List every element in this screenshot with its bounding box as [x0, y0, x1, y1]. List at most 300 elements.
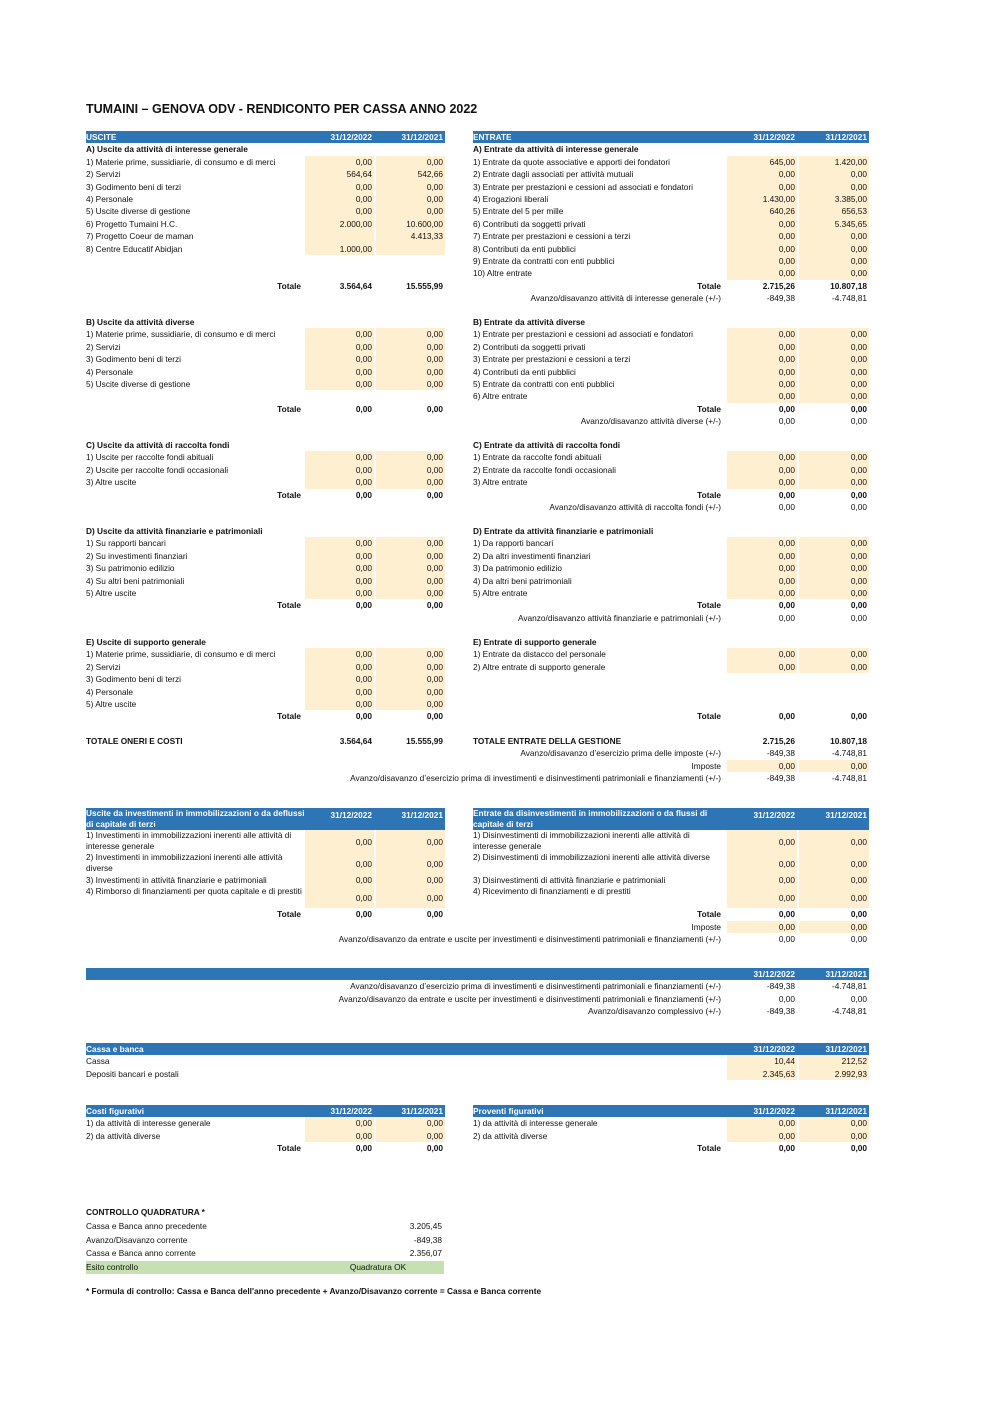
value-2021: 0,00	[799, 562, 869, 574]
total-row: Totale 0,00 0,00	[697, 600, 867, 611]
value-2022: 10,44	[727, 1055, 797, 1067]
value-2022: 0,00	[305, 205, 374, 217]
cassa-header: Cassa e banca	[86, 1044, 144, 1054]
value-2021: 0,00	[799, 575, 869, 587]
value-2022: 640,26	[727, 205, 797, 217]
entrate-list	[473, 156, 869, 280]
table-row	[86, 874, 445, 886]
row-label: 1) Entrate per prestazioni e cessioni ad associati e fondatori	[473, 329, 693, 340]
value-2022: 0,00	[727, 267, 797, 279]
value-2021: 0,00	[799, 230, 869, 242]
value-2021: 5.345,65	[799, 218, 869, 230]
row-label: 3) Investimenti in attività finanziarie e patrimoniali	[86, 875, 267, 885]
table-row	[86, 156, 445, 168]
entrate-header: ENTRATE	[473, 132, 512, 142]
section-e	[86, 636, 869, 723]
table-row	[473, 353, 869, 365]
value-2021: 0,00	[376, 562, 445, 574]
row-label: 3) Entrate per prestazioni e cessioni ad associati e fondatori	[473, 181, 693, 192]
table-row	[473, 648, 869, 660]
value-2021: 0,00	[799, 537, 869, 549]
proventi-figurativi-header: Proventi figurativi	[473, 1106, 544, 1116]
value-2021: 0,00	[799, 587, 869, 599]
value-2021: 0,00	[376, 686, 445, 698]
total-row: Totale 0,00 0,00	[697, 909, 867, 920]
disinvestimenti-header: Entrate da disinvestimenti in immobilizzazioni o da flussi di capitale di terzi	[473, 808, 708, 829]
value-2021: 0,00	[376, 156, 445, 168]
table-row	[86, 1055, 869, 1067]
value-2022: 0,00	[727, 886, 797, 908]
table-row	[473, 205, 869, 217]
avanzo-investimenti-row: Avanzo/disavanzo da entrate e uscite per investimenti e disinvestimenti patrimoniali e finanziamenti (+/-) 0,00 0,00	[338, 934, 867, 945]
row-label: 3) Su patrimonio edilizio	[86, 563, 175, 574]
row-label: 2) Su investimenti finanziari	[86, 550, 188, 561]
entrate-list	[473, 537, 869, 599]
table-row	[86, 648, 445, 660]
row-label: Avanzo/disavanzo da entrate e uscite per investimenti e disinvestimenti patrimoniali e finanziamenti (+/-)	[338, 993, 721, 1004]
row-label: 1) Investimenti in immobilizzazioni inerenti alle attività di interesse generale	[86, 830, 292, 851]
entrate-list	[473, 648, 869, 673]
row-label: Depositi bancari e postali	[86, 1068, 179, 1079]
value-2022: 0,00	[305, 562, 374, 574]
value-2021: 0,00	[376, 193, 445, 205]
table-row	[473, 1130, 869, 1142]
value-2022: 2.000,00	[305, 218, 374, 230]
table-row	[86, 550, 445, 562]
row-label: 2) Entrate da raccolte fondi occasionali	[473, 464, 616, 475]
controllo-title: CONTROLLO QUADRATURA *	[86, 1207, 205, 1217]
value-2021: 0,00	[799, 390, 869, 402]
row-label: 5) Entrate da contratti con enti pubblici	[473, 378, 615, 389]
avanzo-row: Avanzo/disavanzo attività di interesse generale (+/-) -849,38 -4.748,81	[530, 293, 867, 304]
value-2022: 0,00	[727, 830, 797, 852]
table-row	[86, 205, 445, 217]
table-row	[86, 464, 445, 476]
table-row	[86, 886, 445, 908]
table-row	[473, 464, 869, 476]
row-label: 3) Altre entrate	[473, 477, 528, 488]
table-row	[86, 980, 869, 992]
value-2021: 0,00	[376, 464, 445, 476]
value-2021: 656,53	[799, 205, 869, 217]
value-2022: 0,00	[305, 698, 374, 710]
value-2021: 0,00	[376, 550, 445, 562]
table-row	[86, 328, 445, 340]
table-row	[473, 218, 869, 230]
row-label: 1) Materie prime, sussidiarie, di consumo e di merci	[86, 156, 276, 167]
value-2021: 0,00	[376, 1117, 445, 1129]
table-row	[473, 537, 869, 549]
table-row	[86, 1068, 869, 1080]
row-label: 10) Altre entrate	[473, 268, 533, 279]
value-2021: 0,00	[376, 698, 445, 710]
value-2021	[376, 243, 445, 255]
row-label: 2) Servizi	[86, 661, 121, 672]
value-2022: 0,00	[727, 464, 797, 476]
section-title: B) Uscite da attività diverse	[86, 317, 195, 327]
row-label: 6) Progetto Tumaini H.C.	[86, 218, 178, 229]
total-row: Totale 0,00 0,00	[277, 403, 443, 414]
value-2021: 0,00	[376, 886, 445, 908]
table-row	[473, 267, 869, 279]
investimenti-header: Uscite da investimenti in immobilizzazioni o da deflussi di capitale di terzi	[86, 808, 305, 829]
totals-block: TOTALE ONERI E COSTI 3.564,64 15.555,99 TOTALE ENTRATE DELLA GESTIONE 2.715,26 10.807,18 Avanzo/disavanzo d’esercizio prima delle imposte (+/-) -849,38 -4.748,81 Imposte 0,00 0,00 Avanzo/disavanzo d’esercizio prima di investimenti e disinvestimenti patrimoniali e finanziamenti (+/-) -849,38 -4.748,81	[86, 736, 867, 784]
row-label: 8) Centre Educatif Abidjan	[86, 243, 183, 254]
value-2021: -4.748,81	[831, 981, 867, 992]
value-2021: 0,00	[799, 328, 869, 340]
value-2021: 0,00	[376, 537, 445, 549]
value-2021: -4.748,81	[831, 1006, 867, 1017]
table-row	[473, 550, 869, 562]
row-label: 4) Personale	[86, 686, 134, 697]
value-2022: 0,00	[727, 181, 797, 193]
row-label: 1) Disinvestimenti di immobilizzazioni inerenti alle attività di interesse generale	[473, 830, 690, 851]
uscite-investimenti-list	[86, 830, 445, 908]
avanzo-row: Avanzo/disavanzo attività diverse (+/-) 0,00 0,00	[580, 416, 867, 427]
total-row: Totale 2.715,26 10.807,18	[697, 280, 867, 291]
row-label: 7) Entrate per prestazioni e cessioni a terzi	[473, 231, 631, 242]
value-2021: 0,00	[799, 852, 869, 874]
value-2021: 3.385,00	[799, 193, 869, 205]
value-2021: 0,00	[799, 255, 869, 267]
row-label: 9) Entrate da contratti con enti pubblici	[473, 255, 615, 266]
table-row	[86, 1117, 445, 1129]
row-label: 3) Entrate per prestazioni e cessioni a terzi	[473, 354, 631, 365]
row-label: 1) Uscite per raccolte fondi abituali	[86, 452, 214, 463]
table-row	[473, 328, 869, 340]
table-row	[86, 341, 445, 353]
row-label: 4) Personale	[86, 366, 134, 377]
value-2022: 0,00	[305, 587, 374, 599]
totale-entrate-row: TOTALE ENTRATE DELLA GESTIONE 2.715,26 10.807,18	[473, 736, 867, 746]
table-row	[86, 575, 445, 587]
value-2022: 0,00	[305, 1130, 374, 1142]
row-label: 1) Entrate da quote associative e apporti dei fondatori	[473, 156, 670, 167]
row-label: 2) Investimenti in immobilizzazioni inerenti alle attività diverse	[86, 852, 283, 873]
value-2021: 0,00	[799, 451, 869, 463]
row-label: 6) Altre entrate	[473, 391, 528, 402]
value-2021: 0,00	[376, 353, 445, 365]
table-row	[86, 537, 445, 549]
uscite-header-row	[86, 131, 445, 143]
value-2022: 0,00	[727, 243, 797, 255]
value-2022: 0,00	[727, 1117, 797, 1129]
value-2021: 0,00	[799, 476, 869, 488]
table-row	[473, 243, 869, 255]
value-2022: 0,00	[305, 537, 374, 549]
section-title: B) Entrate da attività diverse	[473, 317, 586, 327]
row-label: 6) Contributi da soggetti privati	[473, 218, 586, 229]
table-row	[473, 341, 869, 353]
entrate-disinvestimenti-list	[473, 830, 869, 908]
value-2022: 564,64	[305, 168, 374, 180]
row-label: 2) Altre entrate di supporto generale	[473, 661, 606, 672]
total-row: Totale 0,00 0,00	[697, 1143, 867, 1154]
value-2021: 212,52	[799, 1055, 869, 1067]
value-2021: 0,00	[376, 378, 445, 390]
value-2021: 0,00	[376, 181, 445, 193]
value-2022: 0,00	[305, 852, 374, 874]
table-row	[473, 378, 869, 390]
uscite-list	[86, 648, 445, 710]
row-label: 5) Uscite diverse di gestione	[86, 378, 191, 389]
table-row	[86, 181, 445, 193]
col-2022-header: 31/12/2022	[330, 132, 372, 142]
value-2021: 0,00	[799, 341, 869, 353]
row-label: 1) da attività di interesse generale	[86, 1118, 211, 1129]
value-2022: 0,00	[305, 673, 374, 685]
value-2022: 0,00	[727, 1130, 797, 1142]
value-2022: 0,00	[727, 390, 797, 402]
value-2022: 0,00	[305, 874, 374, 886]
table-row	[86, 686, 445, 698]
row-label: 1) Entrate da distacco del personale	[473, 649, 606, 660]
value-2021: 0,00	[376, 366, 445, 378]
value-2021: 2.992,93	[799, 1068, 869, 1080]
costi-figurativi-header: Costi figurativi	[86, 1106, 145, 1116]
value-2021: 0,00	[799, 648, 869, 660]
table-row	[86, 168, 445, 180]
value-2022: 0,00	[305, 648, 374, 660]
table-row	[86, 353, 445, 365]
value-2021: 0,00	[850, 993, 867, 1004]
table-row	[473, 830, 869, 852]
table-row	[86, 1005, 869, 1017]
total-row: Totale 0,00 0,00	[277, 489, 443, 500]
table-row	[86, 366, 445, 378]
value-2022: 0,00	[305, 886, 374, 908]
row-label: 2) Disinvestimenti di immobilizzazioni inerenti alle attività diverse	[473, 852, 711, 862]
value-2022: 0,00	[727, 230, 797, 242]
row-label: 2) Contributi da soggetti privati	[473, 341, 586, 352]
value-2022: 0,00	[727, 874, 797, 886]
row-label: 7) Progetto Coeur de maman	[86, 231, 194, 242]
table-row	[473, 852, 869, 874]
section-title: A) Uscite da attività di interesse generale	[86, 144, 248, 155]
section-a: USCITE 31/12/2022 31/12/2021 A) Uscite da attività di interesse generale 1) Materie prime, sussidiarie, di consumo e di merci 0,00 0,00 2) Servizi 564,64 542,66 3) Godimento beni di terzi 0,00 0,00 4) Personale 0,00 0,00 5) Uscite diverse di gestione 0,00 0,00 6) Progetto Tumaini H.C. 2.000,00 10.600,00 7) Progetto Coeur de maman 4.413,33 8) Centre Educatif Abidjan 1.000,00 Totale 3.564,64 15.555,99 ENTRATE 31/12/2022 31/12/2021 A) Entrate da attività di interesse generale 1) Entrate da quote associative e apporti dei fondatori 645,00 1.420,00 2) Entrate dagli associati per attività mutuali 0,00 0,00 3) Entrate per prestazioni e cessioni ad associati e fondatori 0,00 0,00 4) Erogazioni liberali 1.430,00 3.385,00 5) Entrate del 5 per mille 640,26 656,53 6) Contributi da soggetti privati 0,00 5.345,65 7) Entrate per prestazioni e cessioni a terzi 0,00 0,00 8) Contributi da enti pubblici 0,00 0,00 9) Entrate da contratti con enti pubblici 0,00 0,00 10) Altre entrate 0,00 0,00 Totale 2.715,26 10.807,18 Avanzo/disavanzo attività di interesse generale (+/-) -849,38 -4.748,81	[86, 132, 867, 304]
cassa-banca-block: Cassa e banca 31/12/2022 31/12/2021 Cassa 10,44 212,52 Depositi bancari e postali 2.345,63 2.992,93	[86, 1044, 867, 1079]
value-2022: 0,00	[305, 1117, 374, 1129]
value-2022: 0,00	[727, 341, 797, 353]
row-label: 3) Godimento beni di terzi	[86, 354, 182, 365]
row-label: Cassa	[86, 1056, 110, 1067]
value-2021: 0,00	[376, 575, 445, 587]
value-2022: 0,00	[305, 451, 374, 463]
controllo-quadratura: CONTROLLO QUADRATURA * Cassa e Banca anno precedente 3.205,45 Avanzo/Disavanzo corrente -849,38 Cassa e Banca anno corrente 2.356,07 Esito controllo Quadratura OK	[86, 1206, 444, 1274]
value-2022: 0,00	[727, 550, 797, 562]
row-label: Avanzo/disavanzo d’esercizio prima di investimenti e disinvestimenti patrimoniali e finanziamenti (+/-)	[350, 981, 721, 992]
value-2022: 0,00	[305, 341, 374, 353]
value-2022: 0,00	[727, 218, 797, 230]
table-row	[473, 562, 869, 574]
value-2022: 0,00	[305, 378, 374, 390]
value-2022: 0,00	[727, 852, 797, 874]
value-2022: 0,00	[305, 550, 374, 562]
value-2022: 0,00	[305, 661, 374, 673]
table-row	[473, 874, 869, 886]
value-2021: 0,00	[376, 341, 445, 353]
value-2022: 0,00	[727, 661, 797, 673]
value-2022: 0,00	[727, 562, 797, 574]
table-row	[86, 661, 445, 673]
col-2021-header: 31/12/2021	[401, 132, 443, 142]
row-label: 5) Altre uscite	[86, 587, 137, 598]
costi-figurativi-list	[86, 1117, 445, 1142]
value-2022: 0,00	[305, 830, 374, 852]
row-label: 2) da attività diverse	[473, 1130, 548, 1141]
row-label: 2) Uscite per raccolte fondi occasionali	[86, 464, 229, 475]
value-2021: 0,00	[799, 661, 869, 673]
value-2021: 0,00	[376, 451, 445, 463]
figurativi-block: Costi figurativi 31/12/2022 31/12/2021 1) da attività di interesse generale 0,00 0,00 2) da attività diverse 0,00 0,00 Totale 0,00 0,00 Proventi figurativi 31/12/2022 31/12/2021 1) da attività di interesse generale 0,00 0,00 2) da attività diverse 0,00 0,00 Totale 0,00 0,00	[86, 1106, 867, 1154]
value-2021: 0,00	[799, 830, 869, 852]
table-row	[86, 698, 445, 710]
table-row	[86, 476, 445, 488]
cassa-list	[86, 1055, 869, 1080]
row-label: 4) Su altri beni patrimoniali	[86, 575, 185, 586]
value-2022: 1.000,00	[305, 243, 374, 255]
table-row	[473, 193, 869, 205]
table-row	[473, 575, 869, 587]
value-2021: 0,00	[799, 181, 869, 193]
avanzo-row: Avanzo/disavanzo attività di raccolta fondi (+/-) 0,00 0,00	[549, 501, 867, 512]
row-label: 3) Godimento beni di terzi	[86, 674, 182, 685]
value-2022: 0,00	[305, 193, 374, 205]
table-row	[86, 673, 445, 685]
investments-block: Uscite da investimenti in immobilizzazioni o da deflussi di capitale di terzi 31/12/2022 31/12/2021 1) Investimenti in immobilizzazioni inerenti alle attività di interesse generale 0,00 0,00 2) Investimenti in immobilizzazioni inerenti alle attività diverse 0,00 0,00 3) Investimenti in attività finanziarie e patrimoniali 0,00 0,00 4) Rimborso di finanziamenti per quota capitale e di prestiti 0,00 0,00 Totale 0,00 0,00 Entrate da disinvestimenti in immobilizzazioni o da flussi di capitale di terzi 31/12/2022 31/12/2021 1) Disinvestimenti di immobilizzazioni inerenti alle attività di interesse generale 0,00 0,00 2) Disinvestimenti di immobilizzazioni inerenti alle attività diverse 0,00 0,00 3) Disinvestimenti di attività finanziarie e patrimoniali 0,00 0,00 4) Ricevimento di finanziamenti e di prestiti 0,00 0,00 Totale 0,00 0,00 Imposte 0,00 0,00 Avanzo/disavanzo da entrate e uscite per investimenti e disinvestimenti patrimoniali e finanziamenti (+/-) 0,00 0,00	[86, 808, 867, 945]
riepilogo-list	[86, 980, 869, 1017]
section-title: D) Uscite da attività finanziarie e patrimoniali	[86, 526, 263, 536]
total-row: Totale 0,00 0,00	[277, 711, 443, 722]
value-2022: 0,00	[727, 328, 797, 340]
row-label: 2) Servizi	[86, 169, 121, 180]
row-label: 1) Da rapporti bancari	[473, 538, 554, 549]
value-2022: 0,00	[727, 476, 797, 488]
value-2022: 0,00	[305, 464, 374, 476]
uscite-list	[86, 451, 445, 488]
table-row	[473, 476, 869, 488]
value-2021: 542,66	[376, 168, 445, 180]
value-2021: 0,00	[799, 1130, 869, 1142]
value-2022: 0,00	[727, 353, 797, 365]
table-row	[473, 886, 869, 908]
value-2021: 0,00	[799, 353, 869, 365]
total-row: Totale 3.564,64 15.555,99	[277, 280, 443, 291]
table-row	[473, 255, 869, 267]
value-2022: 0,00	[727, 575, 797, 587]
value-2021: 0,00	[799, 378, 869, 390]
total-row: Totale 0,00 0,00	[277, 909, 443, 920]
value-2021: 0,00	[799, 874, 869, 886]
table-row	[86, 193, 445, 205]
value-2021: 0,00	[376, 874, 445, 886]
row-label: 8) Contributi da enti pubblici	[473, 243, 576, 254]
value-2021: 10.600,00	[376, 218, 445, 230]
row-label: 4) Rimborso di finanziamenti per quota capitale e di prestiti	[86, 886, 302, 897]
row-label: 2) Da altri investimenti finanziari	[473, 550, 591, 561]
row-label: 3) Altre uscite	[86, 477, 137, 488]
proventi-figurativi-list	[473, 1117, 869, 1142]
value-2022: 0,00	[778, 993, 795, 1004]
table-row	[86, 587, 445, 599]
row-label: 2) Entrate dagli associati per attività mutuali	[473, 169, 634, 180]
value-2022: 0,00	[305, 181, 374, 193]
row-label: 4) Da altri beni patrimoniali	[473, 575, 572, 586]
table-row	[86, 451, 445, 463]
value-2021: 0,00	[799, 267, 869, 279]
uscite-list	[86, 328, 445, 390]
value-2022: 0,00	[727, 587, 797, 599]
value-2022: 0,00	[727, 648, 797, 660]
row-label: 5) Uscite diverse di gestione	[86, 206, 191, 217]
value-2022: 0,00	[305, 476, 374, 488]
table-row	[86, 218, 445, 230]
table-row	[86, 243, 445, 255]
row-label: 1) Su rapporti bancari	[86, 538, 166, 549]
value-2022: 0,00	[727, 451, 797, 463]
row-label: 1) Materie prime, sussidiarie, di consumo e di merci	[86, 649, 276, 660]
uscite-list	[86, 156, 445, 255]
table-row	[473, 168, 869, 180]
esito-controllo: Esito controllo Quadratura OK	[86, 1261, 444, 1275]
value-2022: 0,00	[305, 328, 374, 340]
row-label: 5) Altre entrate	[473, 587, 528, 598]
table-row	[473, 451, 869, 463]
value-2021: 0,00	[799, 464, 869, 476]
table-row	[86, 852, 445, 874]
uscite-list	[86, 537, 445, 599]
row-label: 3) Da patrimonio edilizio	[473, 563, 563, 574]
value-2021: 0,00	[376, 476, 445, 488]
value-2021: 1.420,00	[799, 156, 869, 168]
value-2021: 0,00	[376, 830, 445, 852]
section-title: E) Uscite di supporto generale	[86, 637, 206, 647]
table-row	[86, 1130, 445, 1142]
value-2021: 0,00	[376, 852, 445, 874]
value-2021: 0,00	[376, 673, 445, 685]
row-label: 2) Servizi	[86, 341, 121, 352]
table-row	[86, 230, 445, 242]
value-2022: 2.345,63	[727, 1068, 797, 1080]
table-row	[473, 661, 869, 673]
section-b	[86, 316, 869, 428]
page-title: TUMAINI – GENOVA ODV - RENDICONTO PER CASSA ANNO 2022	[86, 102, 478, 116]
value-2021: 4.413,33	[376, 230, 445, 242]
table-row	[473, 181, 869, 193]
row-label: 4) Contributi da enti pubblici	[473, 366, 576, 377]
row-label: 5) Entrate del 5 per mille	[473, 206, 564, 217]
row-label: Avanzo/disavanzo complessivo (+/-)	[588, 1006, 721, 1017]
formula-note: * Formula di controllo: Cassa e Banca dell'anno precedente + Avanzo/Disavanzo corrente = Cassa e Banca corrente	[86, 1286, 542, 1296]
row-label: 5) Altre uscite	[86, 698, 137, 709]
value-2021: 0,00	[799, 1117, 869, 1129]
row-label: 3) Godimento beni di terzi	[86, 181, 182, 192]
value-2022: 0,00	[727, 255, 797, 267]
table-row	[86, 562, 445, 574]
row-label: 1) Entrate da raccolte fondi abituali	[473, 452, 602, 463]
value-2022: 645,00	[727, 156, 797, 168]
row-label: 1) da attività di interesse generale	[473, 1118, 598, 1129]
value-2022: 0,00	[305, 575, 374, 587]
value-2021: 0,00	[799, 243, 869, 255]
section-title: E) Entrate di supporto generale	[473, 637, 597, 647]
value-2021: 0,00	[799, 886, 869, 908]
table-row	[86, 993, 869, 1005]
value-2021: 0,00	[376, 1130, 445, 1142]
section-title: D) Entrate da attività finanziarie e patrimoniali	[473, 526, 654, 536]
total-row: Totale 0,00 0,00	[277, 600, 443, 611]
row-label: 4) Personale	[86, 193, 134, 204]
